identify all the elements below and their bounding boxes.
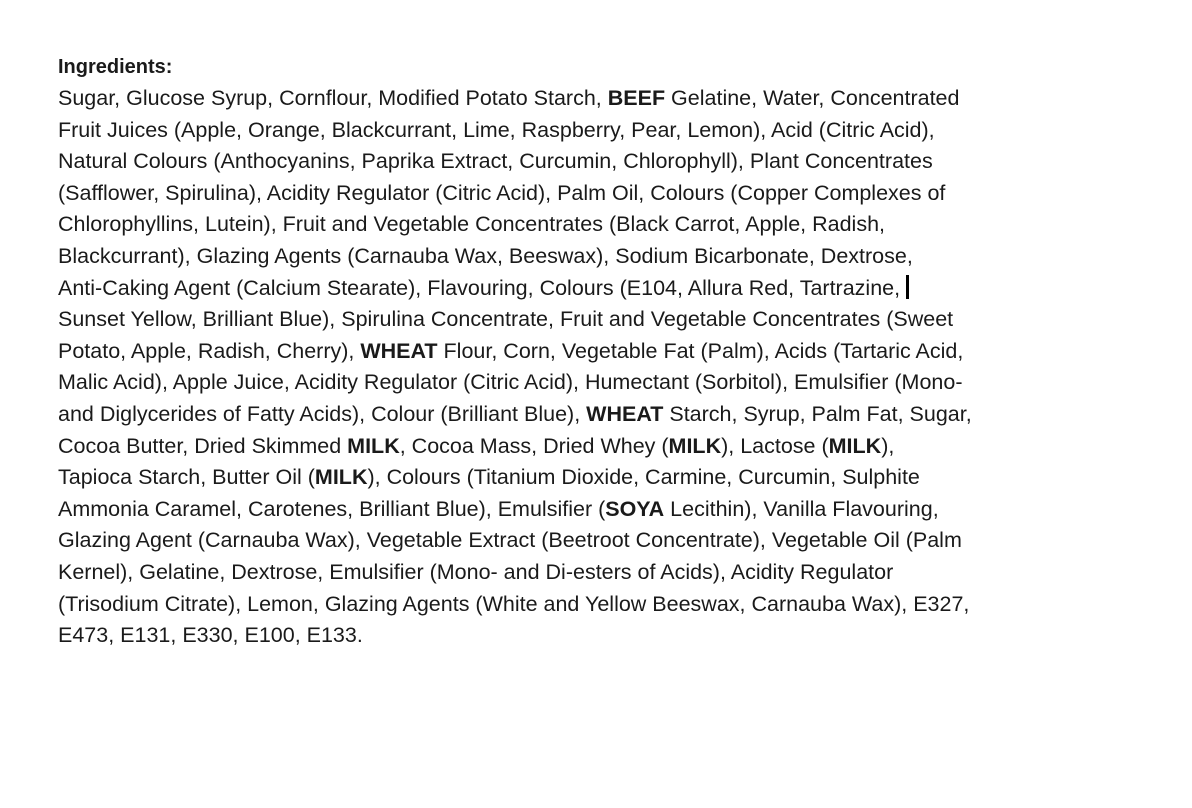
ingredient-text: and Diglycerides of Fatty Acids), Colour (Brilliant Blue), [58,401,587,426]
ingredients-heading: Ingredients: [58,56,173,78]
ingredient-text: , Cocoa Mass, Dried Whey ( [399,433,669,458]
ingredient-text: E473, E131, E330, E100, E133. [58,623,363,648]
allergen-text: MILK [668,433,722,458]
allergen-text: WHEAT [586,401,664,426]
ingredients-line [58,367,1158,399]
ingredient-text: Natural Colours (Anthocyanins, Paprika Extract, Curcumin, Chlorophyll), Plant Concentrates [58,149,933,174]
ingredients-line [58,336,1158,368]
ingredient-text: Potato, Apple, Radish, Cherry), [58,338,361,363]
ingredients-document [58,52,1158,652]
ingredient-text: Glazing Agent (Carnauba Wax), Vegetable Extract (Beetroot Concentrate), Vegetable Oil (Palm [58,528,962,553]
ingredient-text: Tapioca Starch, Butter Oil ( [58,465,315,490]
ingredient-text: Anti-Caking Agent (Calcium Stearate), Flavouring, Colours (E104, Allura Red, Tartrazine, [58,275,901,300]
text-cursor [906,275,909,299]
ingredient-text: Ammonia Caramel, Carotenes, Brilliant Blue), Emulsifier ( [58,496,606,521]
ingredients-line [58,557,1158,589]
ingredient-text: (Trisodium Citrate), Lemon, Glazing Agents (White and Yellow Beeswax, Carnauba Wax), E327, [58,591,970,616]
ingredient-text: Chlorophyllins, Lutein), Fruit and Vegetable Concentrates (Black Carrot, Apple, Radish, [58,212,885,237]
allergen-text: WHEAT [360,338,438,363]
ingredients-line [58,525,1158,557]
allergen-text: BEEF [607,86,666,110]
ingredient-text: Gelatine, Water, Concentrated [665,86,960,110]
ingredient-text: ), Lactose ( [721,433,829,458]
ingredients-line [58,178,1158,210]
ingredients-line [58,304,1158,336]
ingredients-line [58,589,1158,621]
allergen-text: MILK [828,433,882,458]
allergen-text: SOYA [605,496,665,521]
ingredient-text: Flour, Corn, Vegetable Fat (Palm), Acids (Tartaric Acid, [437,338,964,363]
ingredients-line [58,146,1158,178]
allergen-text: MILK [314,465,368,490]
ingredient-text: ), [881,433,895,458]
ingredient-text: Blackcurrant), Glazing Agents (Carnauba Wax, Beeswax), Sodium Bicarbonate, Dextrose, [58,243,913,268]
ingredient-text: Lecithin), Vanilla Flavouring, [664,496,939,521]
ingredient-text: Fruit Juices (Apple, Orange, Blackcurrant, Lime, Raspberry, Pear, Lemon), Acid (Citric Acid), [58,117,935,142]
ingredient-text: Cocoa Butter, Dried Skimmed [58,433,348,458]
ingredient-text: (Safflower, Spirulina), Acidity Regulator (Citric Acid), Palm Oil, Colours (Copper Complexes of [58,180,946,205]
ingredient-text: ), Colours (Titanium Dioxide, Carmine, Curcumin, Sulphite [367,465,920,490]
ingredient-text: Kernel), Gelatine, Dextrose, Emulsifier (Mono- and Di-esters of Acids), Acidity Regulator [58,559,894,584]
ingredients-line [58,83,1158,115]
ingredients-line [58,273,1158,305]
ingredient-text: Sunset Yellow, Brilliant Blue), Spirulina Concentrate, Fruit and Vegetable Concentrates (Sweet [58,307,954,332]
ingredients-line [58,494,1158,526]
ingredients-text[interactable] [58,83,1158,652]
ingredient-text: Sugar, Glucose Syrup, Cornflour, Modified Potato Starch, [58,86,608,110]
ingredients-line [58,620,1158,652]
ingredients-line [58,241,1158,273]
allergen-text: MILK [347,433,400,458]
ingredients-line [58,115,1158,147]
ingredients-line [58,209,1158,241]
ingredients-line [58,431,1158,463]
ingredient-text: Malic Acid), Apple Juice, Acidity Regulator (Citric Acid), Humectant (Sorbitol), Emulsifier (Mono- [58,370,963,395]
ingredients-line [58,399,1158,431]
ingredients-line [58,462,1158,494]
ingredient-text: Starch, Syrup, Palm Fat, Sugar, [663,401,972,426]
